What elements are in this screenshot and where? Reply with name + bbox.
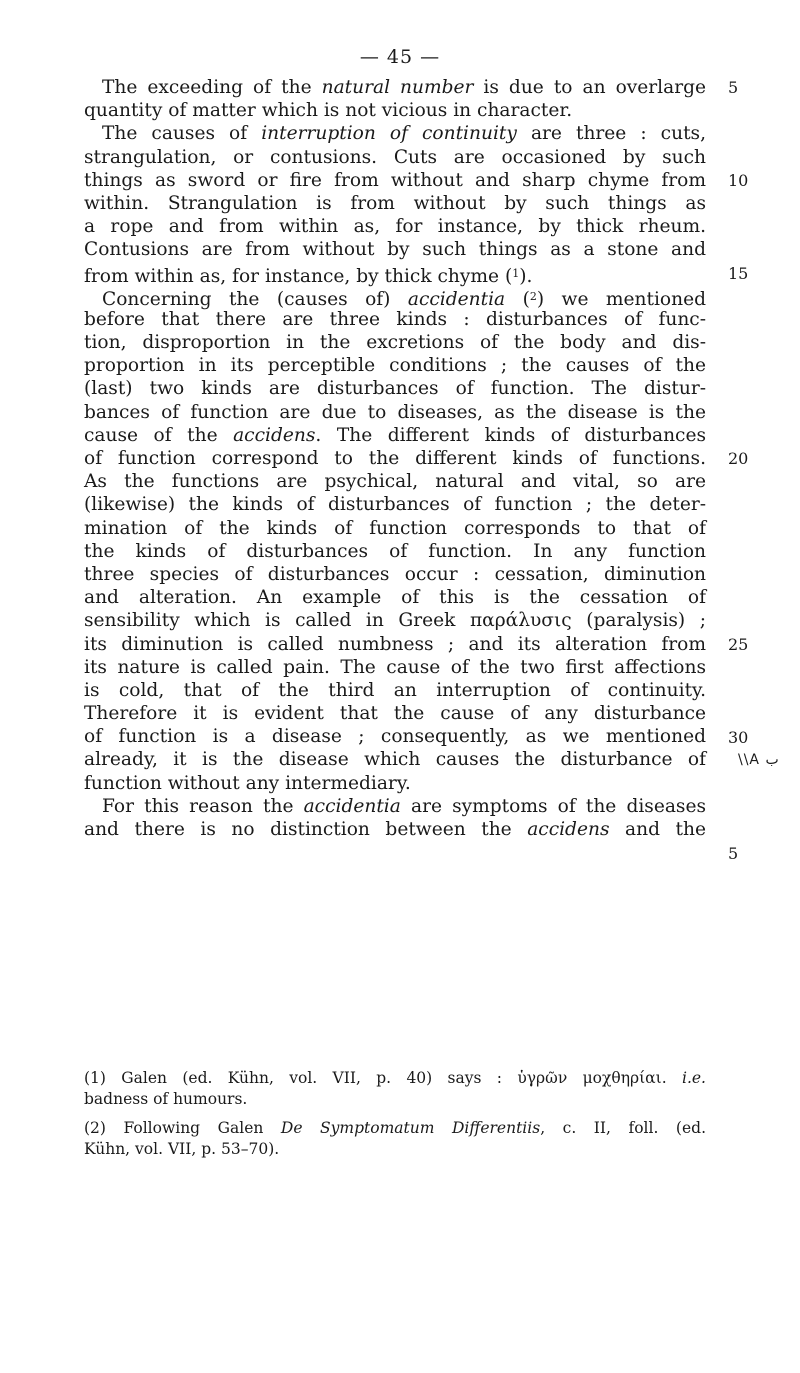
text-line: The exceeding of the natural number is due to an overlarge — [102, 77, 706, 98]
text-line: from within as, for instance, by thick chyme ($^1$). — [84, 265, 533, 287]
text-line: tion, disproportion in the excretions of the body and dis- — [84, 332, 706, 354]
footnote-ref: 1 — [512, 266, 520, 280]
text-line: mination of the kinds of function corresponds to that of — [84, 517, 706, 539]
text-line: function without any intermediary. — [84, 772, 411, 794]
text-line: a rope and from within as, for instance, by thick rheum. — [84, 216, 706, 238]
text-line: For this reason the accidentia are symptoms of the diseases — [102, 795, 707, 817]
text-line: sensibility which is called in Greek παράλυσις (paralysis) ; — [84, 610, 706, 632]
footnote-ref: 2 — [529, 289, 537, 303]
text-line: The causes of interruption of continuity are three : cuts, — [102, 123, 706, 145]
text-line: cause of the accidens. The different kinds of disturbances — [84, 424, 707, 446]
text-line: within. Strangulation is from without by such things as — [84, 192, 706, 214]
margin-line-number: 5 — [728, 78, 739, 97]
text-line: and alteration. An example of this is the cessation of — [84, 587, 706, 609]
text-line: things as sword or fire from without and sharp chyme from — [84, 169, 706, 191]
text-line: and there is no distinction between the accidens and the — [84, 819, 706, 840]
footnote-2: (2) Following Galen De Symptomatum Differentiis, c. II, foll. (ed. — [84, 1119, 706, 1137]
text-line: the kinds of disturbances of function. In any function — [84, 540, 706, 562]
text-line: its nature is called pain. The cause of the two first affections — [84, 656, 706, 678]
text-line: bances of function are due to diseases, as the disease is the — [84, 401, 706, 423]
margin-line-number: 30 — [728, 727, 749, 747]
text-line: Concerning the (causes of) accidentia ($^2$) we mentioned — [102, 288, 706, 310]
text-line: Therefore it is evident that the cause of any disturbance — [84, 703, 706, 725]
margin-line-number: 15 — [728, 263, 749, 283]
text-line: strangulation, or contusions. Cuts are occasioned by such — [84, 146, 706, 168]
margin-line-number: 25 — [728, 634, 749, 654]
text-line: Contusions are from without by such things as a stone and — [84, 239, 706, 261]
footnote-1-cont: badness of humours. — [84, 1090, 248, 1108]
footnotes — [84, 1068, 706, 1160]
footnote-1: (1) Galen (ed. Kühn, vol. VII, p. 40) says : ὑγρῶν μοχθηρίαι. i.e. — [84, 1069, 706, 1087]
text-line: proportion in its perceptible conditions ; the causes of the — [84, 355, 706, 377]
main-text — [84, 76, 706, 841]
text-line: already, it is the disease which causes the disturbance of — [84, 749, 706, 771]
margin-manuscript-reference: \\A ب — [738, 751, 779, 768]
footnote-2-cont: Kühn, vol. VII, p. 53–70). — [84, 1140, 280, 1158]
text-line: before that there are three kinds : disturbances of func- — [84, 308, 706, 330]
text-line: its diminution is called numbness ; and its alteration from — [84, 633, 706, 655]
text-line: of function correspond to the different kinds of functions. — [84, 448, 706, 469]
text-line: (likewise) the kinds of disturbances of function ; the deter- — [84, 494, 706, 516]
margin-line-number: 20 — [728, 449, 749, 469]
margin-line-number: 10 — [728, 170, 749, 190]
text-line: As the functions are psychical, natural and vital, so are — [84, 471, 706, 493]
text-line: three species of disturbances occur : cessation, diminution — [84, 563, 706, 585]
margin-line-number: 5 — [728, 843, 739, 863]
text-line: of function is a disease ; consequently, as we mentioned — [84, 726, 706, 748]
text-line: quantity of matter which is not vicious in character. — [84, 100, 573, 122]
page-number: — 45 — — [359, 46, 441, 68]
greek-term: ὑγρῶν μοχθηρίαι. — [517, 1069, 667, 1087]
greek-term: παράλυσις — [469, 610, 572, 632]
text-line: (last) two kinds are disturbances of function. The distur- — [84, 378, 706, 400]
text-line: is cold, that of the third an interruption of continuity. — [84, 679, 706, 701]
